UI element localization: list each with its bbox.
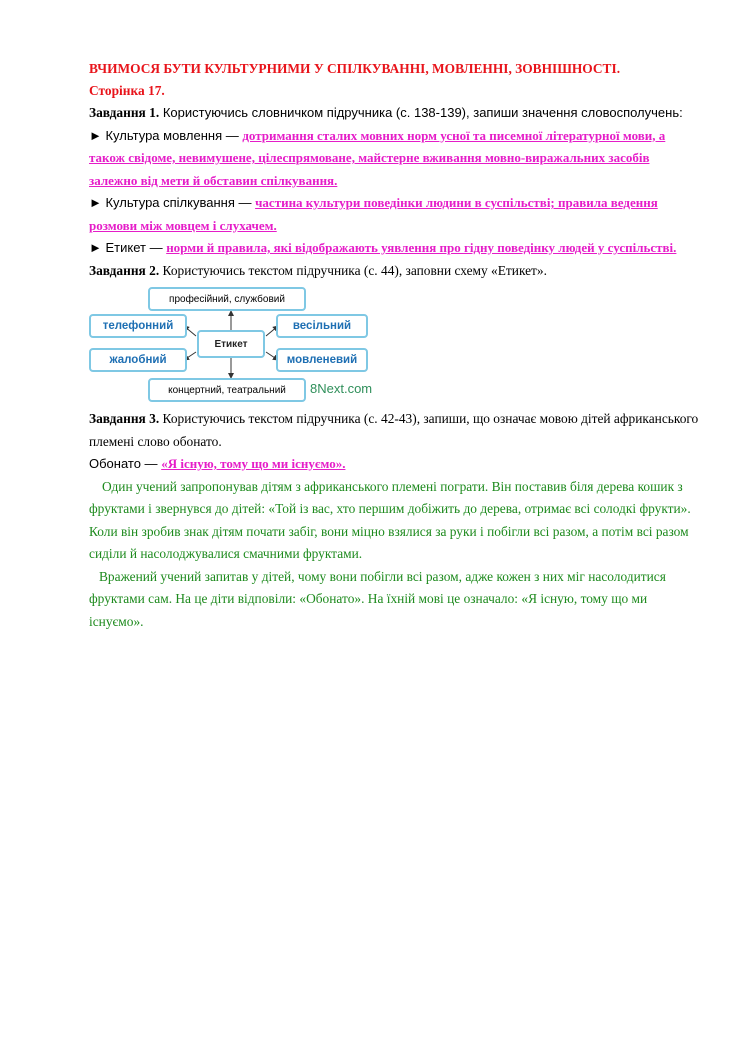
task3-text-line2: племені слово обонато.	[89, 433, 222, 449]
story-line: Один учений запропонував дітям з африканського племені пограти. Він поставив біля дерева кошик з	[102, 478, 683, 494]
task1-item-culture-communication	[89, 192, 699, 215]
story-paragraph-2	[89, 566, 699, 634]
story-line: Коли він зробив знак дітям почати забіг, вони міцно взялися за руки і побігли всі разом, а потім всі разом	[89, 523, 689, 539]
story-line: фруктами сам. На це діти відповіли: «Обонато». На їхній мові це означало: «Я існую, тому що ми	[89, 591, 648, 606]
answer-text: розмови між мовцем і слухачем.	[89, 217, 277, 233]
task3-heading	[89, 408, 699, 431]
scheme-box-center: Етикет	[197, 330, 265, 358]
answer-text: частина культури поведінки людини в суспільстві; правила ведення	[255, 195, 658, 210]
term-label: ► Етикет —	[89, 240, 167, 255]
scheme-box-right-top: весільний	[276, 314, 368, 338]
story-line: Вражений учений запитав у дітей, чому вони побігли всі разом, адже кожен з них міг насолодитися	[99, 568, 666, 584]
page-reference: Сторінка 17.	[89, 83, 165, 98]
answer-text: норми й правила, які відображають уявлення про гідну поведінку людей у суспільстві.	[166, 240, 677, 255]
task2-heading	[89, 260, 699, 283]
task1-text: Користуючись словничком підручника (с. 138-139), запиши значення словосполучень:	[159, 105, 683, 120]
term-label: ► Культура мовлення —	[89, 127, 243, 143]
etiquette-scheme	[86, 284, 376, 402]
answer-text: залежно від мети й обставин спілкування.	[89, 172, 338, 188]
scheme-box-left-top: телефонний	[89, 314, 187, 338]
answer-text: дотримання сталих мовних норм усної та писемної літературної мови, а	[242, 127, 666, 143]
task2-text: Користуючись текстом підручника (с. 44), заповни схему «Етикет».	[159, 262, 547, 278]
story-paragraph-1	[89, 476, 699, 566]
scheme-box-top: професійний, службовий	[148, 287, 306, 311]
scheme-box-left-bottom: жалобний	[89, 348, 187, 372]
task1-label: Завдання 1.	[89, 105, 160, 120]
story-line: існуємо».	[89, 613, 144, 629]
answer-text: також свідоме, невимушене, цілеспрямоване, майстерне вживання мовно-виражальних засобів	[89, 150, 650, 165]
task3-answer-line	[89, 453, 699, 476]
scheme-box-right-bottom: мовленевий	[276, 348, 368, 372]
story-line: сиділи й насолоджувалися смачними фруктами.	[89, 546, 363, 561]
task1-heading	[89, 102, 699, 125]
answer-line	[89, 215, 699, 238]
task2-label: Завдання 2.	[89, 262, 160, 278]
watermark: 8Next.com	[310, 381, 373, 396]
answer-line	[89, 170, 699, 193]
term-label: Обонато —	[89, 456, 162, 471]
story-line: фруктами і звернувся до дітей: «Той із вас, хто першим добіжить до дерева, отримає всі солодкі фрукти».	[89, 501, 691, 516]
page-title: ВЧИМОСЯ БУТИ КУЛЬТУРНИМИ У СПІЛКУВАННІ, МОВЛЕННІ, ЗОВНІШНОСТІ.	[89, 61, 621, 76]
scheme-box-bottom: концертний, театральний	[148, 378, 306, 402]
term-label: ► Культура спілкування —	[89, 195, 256, 210]
task3-text: Користуючись текстом підручника (с. 42-43), запиши, що означає мовою дітей африканського	[159, 411, 699, 426]
answer-line	[89, 147, 699, 170]
task1-item-culture-speech	[89, 125, 699, 148]
answer-text: «Я існую, тому що ми існуємо».	[161, 456, 346, 471]
document-page	[89, 58, 699, 633]
task1-item-etiquette	[89, 237, 699, 260]
task3-label: Завдання 3.	[89, 411, 160, 426]
